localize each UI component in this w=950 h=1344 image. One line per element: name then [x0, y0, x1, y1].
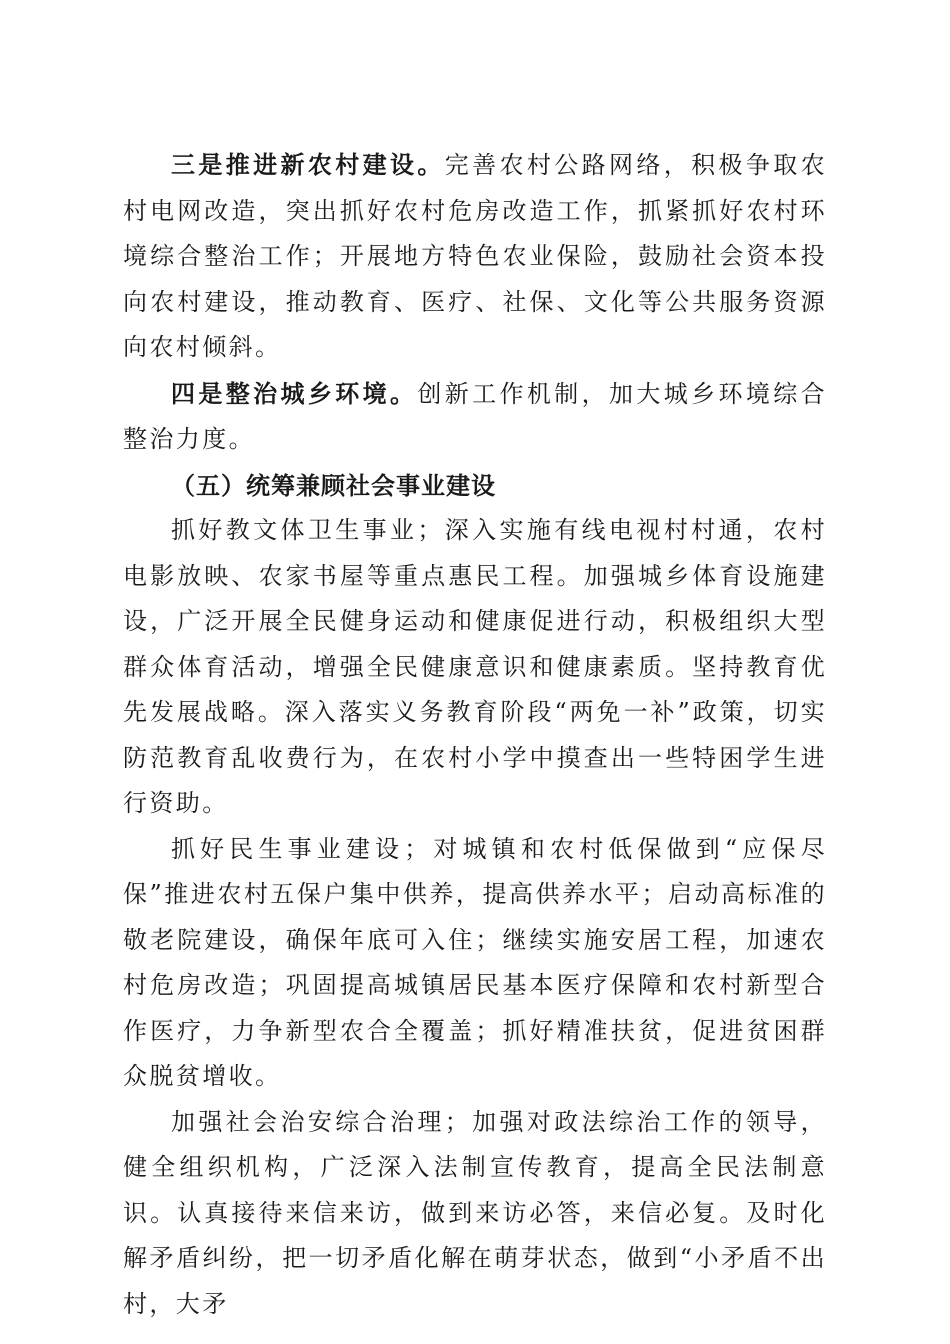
section-heading-social-undertakings: （五）统筹兼顾社会事业建设 [171, 470, 496, 500]
document-body [123, 142, 827, 1327]
paragraph-livelihood: 抓好民生事业建设；对城镇和农村低保做到“应保尽保”推进农村五保户集中供养，提高供养水平；启动高标准的敬老院建设，确保年底可入住；继续实施安居工程，加速农村危房改造；巩固提高城镇居民基本医疗保障和农村新型合作医疗，力争新型农合全覆盖；抓好精准扶贫，促进贫困群众脱贫增收。 [123, 834, 827, 1090]
paragraph-lead: 四是整治城乡环境。 [171, 378, 418, 408]
paragraph-text: 创新工作机制，加大城乡环境综合整治力度。 [123, 379, 828, 453]
paragraph-lead: 三是推进新农村建设。 [171, 150, 445, 179]
paragraph-public-security: 加强社会治安综合治理；加强对政法综治工作的领导，健全组织机构，广泛深入法制宣传教育，提高全民法制意识。认真接待来信来访，做到来访必答，来信必复。及时化解矛盾纠纷，把一切矛盾化解在萌芽状态，做到“小矛盾不出村，大矛 [123, 1107, 827, 1318]
paragraph-urban-rural-environment [123, 371, 827, 463]
paragraph-text: 完善农村公路网络，积极争取农村电网改造，突出抓好农村危房改造工作，抓紧抓好农村环境综合整治工作；开展地方特色农业保险，鼓励社会资本投向农村建设，推动教育、医疗、社保、文化等公共服务资源向农村倾斜。 [123, 151, 827, 361]
paragraph-education-culture-health: 抓好教文体卫生事业；深入实施有线电视村村通，农村电影放映、农家书屋等重点惠民工程。加强城乡体育设施建设，广泛开展全民健身运动和健康促进行动，积极组织大型群众体育活动，增强全民健康意识和健康素质。坚持教育优先发展战略。深入落实义务教育阶段“两免一补”政策，切实防范教育乱收费行为，在农村小学中摸查出一些特困学生进行资助。 [123, 516, 827, 817]
paragraph-new-rural-construction [123, 142, 827, 371]
